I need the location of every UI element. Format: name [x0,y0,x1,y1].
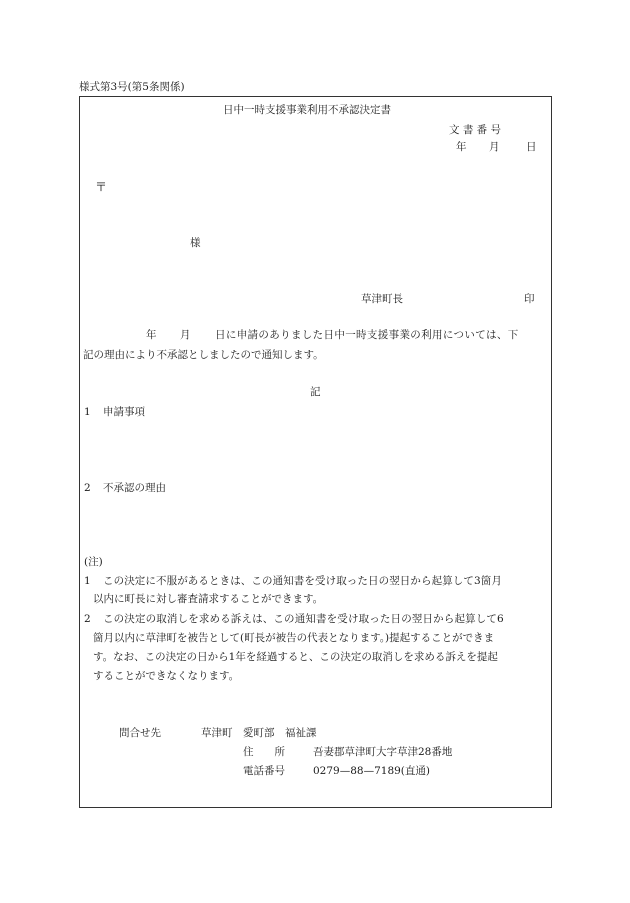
body-year: 年 [146,329,157,341]
issuer-seal: 印 [524,293,535,305]
contact-phone-label: 電話番号 [243,765,285,777]
document-frame [79,96,552,808]
date-day: 日 [526,141,537,153]
contact-label: 問合せ先 [119,727,161,739]
doc-number-label: 文 書 番 号 [449,124,502,136]
postal-mark: 〒 [95,180,108,194]
note-2-line-3: す。なお、この決定の日から1年を経過すると、この決定の取消しを求める訴えを提起 [93,651,498,663]
body-month: 月 [180,329,191,341]
note-2-line-2: 箇月以内に草津町を被告として(町長が被告の代表となります。)提起することができま [93,632,495,644]
note-1-number: 1 [84,575,91,587]
notes-heading: (注) [84,556,103,568]
note-2-line-4: することができなくなります。 [93,670,240,682]
note-1-line-1: この決定に不服があるときは、この通知書を受け取った日の翌日から起算して3箇月 [103,575,502,587]
addressee-suffix: 様 [190,237,201,249]
date-month: 月 [489,141,500,153]
body-line-1: 日に申請のありました日中一時支援事業の利用については、下 [215,329,519,341]
note-2-number: 2 [84,613,91,625]
contact-address-label: 住 所 [243,746,285,758]
item-2-label: 不承認の理由 [103,482,166,494]
body-line-2: 記の理由により不承認としましたので通知します。 [83,349,324,361]
item-2-number: 2 [84,482,91,494]
item-1-label: 申請事項 [103,406,145,418]
contact-address: 吾妻郡草津町大字草津28番地 [313,746,453,758]
ki-heading: 記 [310,386,321,398]
issuer-name: 草津町長 [361,293,403,305]
document-title: 日中一時支援事業利用不承認決定書 [223,104,391,116]
contact-department: 草津町 愛町部 福祉課 [201,727,317,739]
note-1-line-2: 以内に町長に対し審査請求することができます。 [93,593,324,605]
item-1-number: 1 [84,406,91,418]
contact-phone: 0279—88—7189(直通) [313,765,430,777]
form-label: 様式第3号(第5条関係) [79,81,185,93]
note-2-line-1: この決定の取消しを求める訴えは、この通知書を受け取った日の翌日から起算して6 [103,613,504,625]
date-year: 年 [456,141,467,153]
